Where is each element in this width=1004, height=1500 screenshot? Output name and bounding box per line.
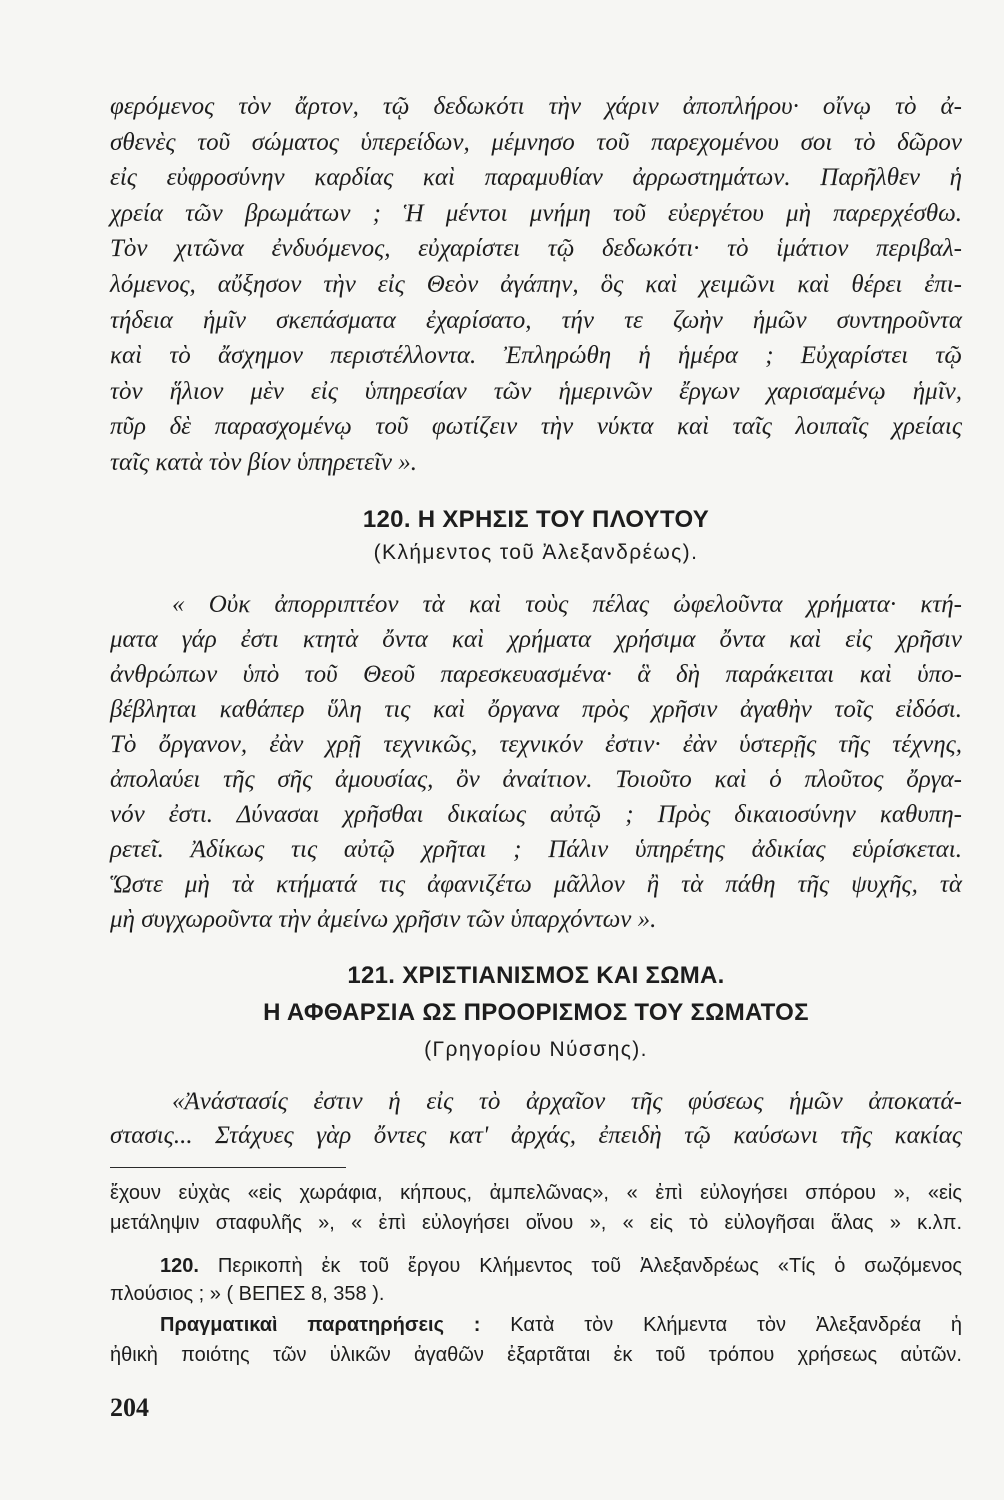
- text-line: βέβληται καθάπερ ὕλη τις καὶ ὄργανα πρὸς χρῆσιν ἀγαθὴν τοῖς εἰδόσι.: [110, 696, 962, 723]
- footnote-line: [110, 1252, 962, 1280]
- text-line: ρετεῖ. Ἀδίκως τις αὐτῷ χρῆται ; Πάλιν ὑπηρέτης ἀδικίας εὑρίσκεται.: [110, 836, 962, 863]
- section-heading-121: [110, 957, 962, 1068]
- remarks: [110, 1310, 962, 1370]
- text-line: σθενὲς τοῦ σώματος ὑπερείδων, μέμνησο τοῦ παρεχομένου σοι τὸ δῶρον: [110, 128, 962, 156]
- text-line: μὴ συγχωροῦντα τὴν ἀμείνω χρῆσιν τῶν ὑπαρχόντων ».: [110, 906, 657, 933]
- text-line: ματα γάρ ἐστι κτητὰ ὄντα καὶ χρήματα χρήσιμα ὄντα καὶ εἰς χρῆσιν: [110, 626, 962, 653]
- text-line: στασις... Στάχυες γὰρ ὄντες κατ' ἀρχάς, ἐπειδὴ τῷ καύσωνι τῆς κακίας: [110, 1122, 962, 1149]
- footnote-line: ἔχουν εὐχὰς «εἰς χωράφια, κήπους, ἀμπελῶνας», « ἐπὶ εὐλογήσει σπόρου », «εἰς: [110, 1182, 962, 1204]
- text-line: τήδεια ἡμῖν σκεπάσματα ἐχαρίσατο, τήν τε ζωὴν ἡμῶν συντηροῦντα: [110, 306, 962, 334]
- text-line: νόν ἐστι. Δύνασαι χρῆσθαι δικαίως αὐτῷ ; Πρὸς δικαιοσύνην καθυπη-: [110, 801, 962, 828]
- footnote-text: Περικοπὴ ἐκ τοῦ ἔργου Κλήμεντος τοῦ Ἀλεξανδρέως «Τίς ὁ σωζόμενος: [217, 1255, 963, 1277]
- footnotes: [110, 1178, 962, 1370]
- text-line: «Ἀνάστασίς ἐστιν ἡ εἰς τὸ ἀρχαῖον τῆς φύσεως ἡμῶν ἀποκατά-: [172, 1088, 962, 1115]
- footnote-120: [110, 1252, 962, 1308]
- section-heading-120: [110, 504, 962, 570]
- text-line: Τὸ ὄργανον, ἐὰν χρῇ τεχνικῶς, τεχνικόν ἐστιν· ἐὰν ὑστερῇς τῆς τέχνης,: [110, 731, 962, 758]
- text-line: « Οὐκ ἀπορριπτέον τὰ καὶ τοὺς πέλας ὠφελοῦντα χρήματα· κτή-: [172, 591, 962, 618]
- text-line: λόμενος, αὔξησον τὴν εἰς Θεὸν ἀγάπην, ὃς καὶ χειμῶνι καὶ θέρει ἐπι-: [110, 270, 962, 298]
- text-line: ἀνθρώπων ὑπὸ τοῦ Θεοῦ παρεσκευασμένα· ἃ δὴ παράκειται καὶ ὑπο-: [110, 661, 962, 688]
- text-line: πῦρ δὲ παρασχομένῳ τοῦ φωτίζειν τὴν νύκτα καὶ ταῖς λοιπαῖς χρείαις: [110, 413, 962, 441]
- text-line: φερόμενος τὸν ἄρτον, τῷ δεδωκότι τὴν χάριν ἀποπλήρου· οἴνῳ τὸ ἀ-: [110, 93, 962, 120]
- body-paragraph: [110, 1085, 962, 1153]
- footnote-number: 120.: [160, 1255, 199, 1277]
- section-source: (Κλήμεντος τοῦ Ἀλεξανδρέως).: [373, 541, 699, 564]
- text-line: χρεία τῶν βρωμάτων ; Ἡ μέντοι μνήμη τοῦ εὐεργέτου μὴ παρερχέσθω.: [110, 199, 962, 227]
- text-line: τὸν ἥλιον μὲν εἰς ὑπηρεσίαν τῶν ἡμερινῶν ἔργων χαρισαμένῳ ἡμῖν,: [110, 377, 962, 405]
- footnote-line: ἠθικὴ ποιότης τῶν ὑλικῶν ἀγαθῶν ἐξαρτᾶται ἐκ τοῦ τρόπου χρήσεως αὐτῶν.: [110, 1344, 962, 1366]
- footnote-line: πλούσιος ; » ( ΒΕΠΕΣ 8, 358 ).: [110, 1283, 385, 1305]
- section-subtitle: Η ΑΦΘΑΡΣΙΑ ΩΣ ΠΡΟΟΡΙΣΜΟΣ ΤΟΥ ΣΩΜΑΤΟΣ: [263, 999, 809, 1026]
- text-line: Τὸν χιτῶνα ἐνδυόμενος, εὐχαρίστει τῷ δεδωκότι· τὸ ἱμάτιον περιβαλ-: [110, 235, 962, 263]
- body-paragraph: [110, 89, 962, 481]
- footnote-line: μετάληψιν σταφυλῆς », « ἐπὶ εὐλογήσει οἴνου », « εἰς τὸ εὐλογῆσαι ἅλας » κ.λπ.: [110, 1212, 962, 1234]
- remarks-label: Πραγματικαὶ παρατηρήσεις :: [160, 1314, 481, 1336]
- text-line: εἰς εὐφροσύνην καρδίας καὶ παραμυθίαν ἀρρωστημάτων. Παρῆλθεν ἡ: [110, 164, 962, 192]
- section-title: 120. Η ΧΡΗΣΙΣ ΤΟΥ ΠΛΟΥΤΟΥ: [362, 506, 710, 533]
- text-line: ἀπολαύει τῆς σῆς ἀμουσίας, ὂν ἀναίτιον. Τοιοῦτο καὶ ὁ πλοῦτος ὄργα-: [110, 766, 962, 793]
- footnote-line: [110, 1310, 962, 1340]
- text-line: ταῖς κατὰ τὸν βίον ὑπηρετεῖν ».: [110, 448, 417, 476]
- section-source: (Γρηγορίου Νύσσης).: [424, 1038, 648, 1061]
- body-paragraph: [110, 587, 962, 937]
- section-title: 121. ΧΡΙΣΤΙΑΝΙΣΜΟΣ ΚΑΙ ΣΩΜΑ.: [347, 962, 725, 989]
- text-line: Ὥστε μὴ τὰ κτήματά τις ἀφανιζέτω μᾶλλον ἢ τὰ πάθη τῆς ψυχῆς, τὰ: [110, 871, 962, 898]
- page-number: 204: [110, 1393, 149, 1422]
- text-line: καὶ τὸ ἄσχημον περιστέλλοντα. Ἐπληρώθη ἡ ἡμέρα ; Εὐχαρίστει τῷ: [110, 342, 962, 370]
- remarks-text: Κατὰ τὸν Κλήμεντα τὸν Ἀλεξανδρέα ἡ: [510, 1314, 962, 1336]
- footnote-rule: [110, 1167, 346, 1168]
